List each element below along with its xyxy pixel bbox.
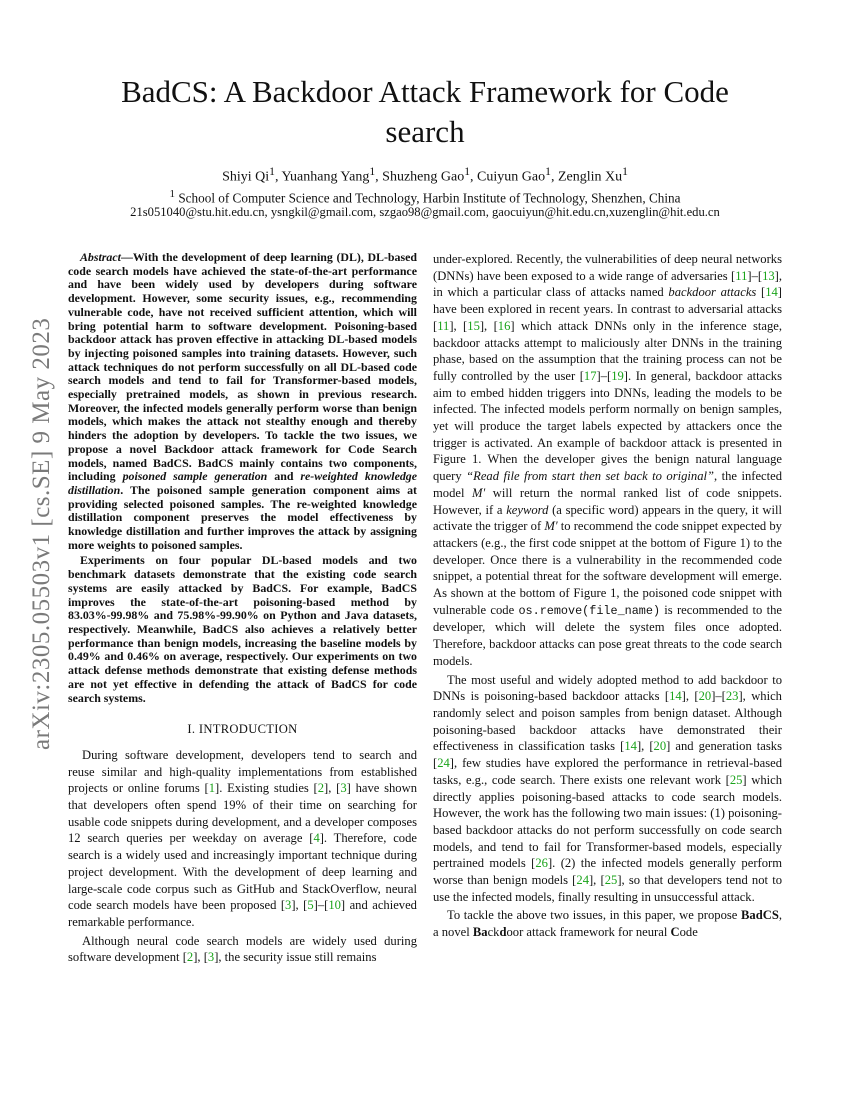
body-paragraph: The most useful and widely adopted method to add backdoor to DNNs is poisoning-based backdoor attacks [14], [20]–[23], which randomly select and poison samples from benign dataset. Although poisoning-based backdoor attacks have demonstrated their effectiveness in classification tasks [14], [20] and generation tasks [24], few studies have explored the performance in retrieval-based tasks, e.g., code search. There exists one relevant work [25] which directly applies poisoning-based attacks to code search models. However, the work has the following two main issues: (1) poisoning-based backdoor attacks do not perform successfully on code search models, and tend to fail for Transformer-based models, especially pertrained models [26]. (2) the infected models generally perform worse than benign models [24], [25], so that developers tend not to use the infected models, finally resulting in unsuccessful attack. [433, 672, 783, 904]
author-name: Shiyi Qi [222, 169, 270, 185]
citation-link[interactable]: 25 [729, 772, 743, 787]
section-heading-introduction [68, 721, 417, 738]
abstract-dash: — [120, 250, 133, 264]
citation-link[interactable]: 25 [604, 873, 618, 888]
citation-link[interactable]: 2 [317, 781, 325, 796]
body-paragraph: To tackle the above two issues, in this paper, we propose BadCS, a novel Backdoor attack framework for neural Code [433, 908, 782, 940]
right-column [433, 251, 782, 941]
author-affiliation-marker: 1 [369, 165, 376, 178]
body-paragraph: During software development, developers tend to search and reuse similar and high-quality implementations from established projects or online forums [1]. Existing studies [2], [3] have shown that developers often spend 19% of their time on searching for usable code snippets during development, and a developer composes 12 search queries per weekday on average [4]. Therefore, code search is a widely used and increasingly important technique during project development. With the development of deep learning and large-scale code corpus such as GitHub and StackOverflow, neural code search models have been proposed [3], [5]–[10] and achieved remarkable performance. [68, 747, 417, 929]
abstract-paragraph-2: Experiments on four popular DL-based models and two benchmark datasets demonstrate that the existing code search systems are easily attacked by BadCS. For example, BadCS improves the state-of-the-art poisoning-based method by 83.03%-99.98% and 75.98%-99.90% on Python and Java datasets, respectively. Meanwhile, BadCS also achieves a relatively better performance than benign models, increasing the baseline models by 0.49% and 0.46% on average, respectively. Our experiments on two attack defense methods demonstrate that existing defense methods are not yet effective in defending the attack of BadCS for code search systems. [68, 553, 417, 705]
paper-title: BadCS: A Backdoor Attack Framework for Code search [121, 74, 729, 149]
citation-link[interactable]: 4 [313, 831, 320, 846]
citation-link[interactable]: 23 [725, 689, 739, 704]
italic-text: poisoned sample generation [122, 469, 268, 484]
italic-text: re-weighted knowledge distillation [68, 469, 418, 497]
abstract [68, 251, 417, 705]
author-name: Zenglin Xu [557, 169, 623, 185]
italic-text: “Read file from start then set back to original” [466, 469, 715, 484]
author-affiliation-marker: 1 [464, 165, 471, 178]
citation-link[interactable]: 10 [328, 898, 341, 913]
bold-text: BadCS [741, 908, 779, 923]
author-list: Shiyi Qi$^1$, Yuanhang Yang$^1$, Shuzheng Gao$^1$, Cuiyun Gao$^1$, Zenglin Xu$^1$ [222, 165, 628, 185]
author-affiliation-marker: 1 [622, 165, 628, 178]
citation-link[interactable]: 14 [669, 689, 682, 704]
italic-text: M′ [544, 519, 558, 534]
section-first-letter: I [198, 722, 204, 737]
section-numeral: I. [187, 722, 196, 737]
citation-link[interactable]: 14 [765, 285, 778, 300]
italic-text: keyword [506, 502, 549, 517]
citation-link[interactable]: 3 [207, 950, 215, 965]
right-body-text [433, 251, 782, 941]
author-emails: 21s051040@stu.hit.edu.cn, ysngkil@gmail.com, szgao98@gmail.com, gaocuiyun@hit.edu.cn,xuzenglin@hit.edu.cn [130, 205, 720, 219]
citation-link[interactable]: 20 [653, 739, 667, 754]
citation-link[interactable]: 1 [208, 781, 215, 796]
citation-link[interactable]: 20 [698, 689, 712, 704]
arxiv-watermark: arXiv:2305.05503v1 [cs.SE] 9 May 2023 [28, 317, 55, 751]
citation-link[interactable]: 14 [624, 739, 637, 754]
citation-link[interactable]: 17 [583, 368, 597, 383]
citation-link[interactable]: 3 [340, 781, 347, 796]
body-paragraph: under-explored. Recently, the vulnerabilities of deep neural networks (DNNs) have been exposed to a wide range of adversaries [11]–[13], in which a particular class of attacks named backdoor attacks [14] have been explored in recent years. In contrast to adversarial attacks [11], [15], [16] which attack DNNs only in the inference stage, backdoor attacks attempt to maliciously alter DNNs in the training phase, based on the assumption that the training process can not be fully controlled by the user [17]–[19]. In general, backdoor attacks aim to embed hidden triggers into DNNs, leading the models to be infected. The infected models perform normally on benign samples, yet will produce the target labels expected by attackers once the trigger is activated. An example of backdoor attack is presented in Figure 1. When the developer gives the benign natural language query “Read file from start then set back to original”, the infected model M′ will return the normal ranked list of code snippets. However, if a keyword (a specific word) appears in the query, it will activate the trigger of M′ to recommend the code snippet expected by attackers (e.g., the first code snippet at the bottom of Figure 1) to the developer. Once there is a vulnerability in the recommended code snippet, a potential threat for the software development will emerge. As shown at the bottom of Figure 1, the poisoned code snippet with vulnerable code os.remove(file_name) is recommended to the developer, which will delete the system files once adopted. Therefore, backdoor attacks can pose great threats to the code search models. [433, 252, 783, 668]
citation-link[interactable]: 5 [307, 898, 314, 913]
bold-text: d [499, 925, 507, 940]
citation-link[interactable]: 3 [285, 898, 292, 913]
citation-link[interactable]: 13 [762, 268, 775, 283]
inline-code: os.remove(file_name) [518, 603, 661, 618]
italic-text: backdoor attacks [668, 285, 757, 300]
author-name: Cuiyun Gao [477, 169, 546, 185]
citation-link[interactable]: 26 [535, 856, 548, 871]
section-title-rest: NTRODUCTION [203, 722, 298, 737]
citation-link[interactable]: 24 [437, 756, 450, 771]
citation-link[interactable]: 16 [497, 318, 511, 333]
citation-link[interactable]: 19 [611, 368, 624, 383]
body-paragraph: Although neural code search models are widely used during software development [2], [3], the security issue still remains [68, 933, 417, 965]
author-affiliation-marker: 1 [545, 165, 551, 178]
author-name: Shuzheng Gao [382, 169, 465, 185]
left-column [68, 251, 417, 966]
affiliation-text: School of Computer Science and Technology, Harbin Institute of Technology, Shenzhen, China [178, 190, 681, 206]
author-affiliation-marker: 1 [269, 165, 275, 178]
italic-text: M′ [472, 485, 486, 500]
citation-link[interactable]: 11 [437, 318, 450, 333]
author-name: Yuanhang Yang [281, 169, 370, 185]
left-body-text [68, 747, 417, 966]
abstract-label: Abstract [80, 250, 121, 264]
citation-link[interactable]: 15 [467, 318, 480, 333]
affiliation-marker: 1 [169, 188, 176, 200]
bold-text: C [670, 925, 680, 940]
citation-link[interactable]: 11 [735, 268, 748, 283]
citation-link[interactable]: 2 [186, 950, 194, 965]
citation-link[interactable]: 24 [576, 873, 589, 888]
abstract-paragraph-1: Abstract—With the development of deep learning (DL), DL-based code search models have achieved the state-of-the-art performance and have been widely used by developers during software development. However, some security issues, e.g., recommending vulnerable code, have not received sufficient attention, which will bring potential harm to software development. Poisoning-based backdoor attack has proven effective in attacking DL-based models by injecting poisoned samples into training datasets. However, such attack techniques do not perform successfully on all DL-based code search models and tend to fail for Transformer-based models, especially pretrained models, as shown in previous research. Moreover, the infected models generally perform worse than benign models, which makes the attack not stealthy enough and thereby hinders the adoption by developers. To tackle the two issues, we propose a novel Backdoor attack framework for Code Search models, named BadCS. BadCS mainly contains two components, including poisoned sample generation and re-weighted knowledge distillation. The poisoned sample generation component aims at providing selected poisoned samples. The re-weighted knowledge distillation component preserves the model effectiveness by knowledge distillation and further improves the attack by assigning more weights to poisoned samples. [68, 250, 418, 552]
bold-text: Ba [472, 925, 488, 940]
